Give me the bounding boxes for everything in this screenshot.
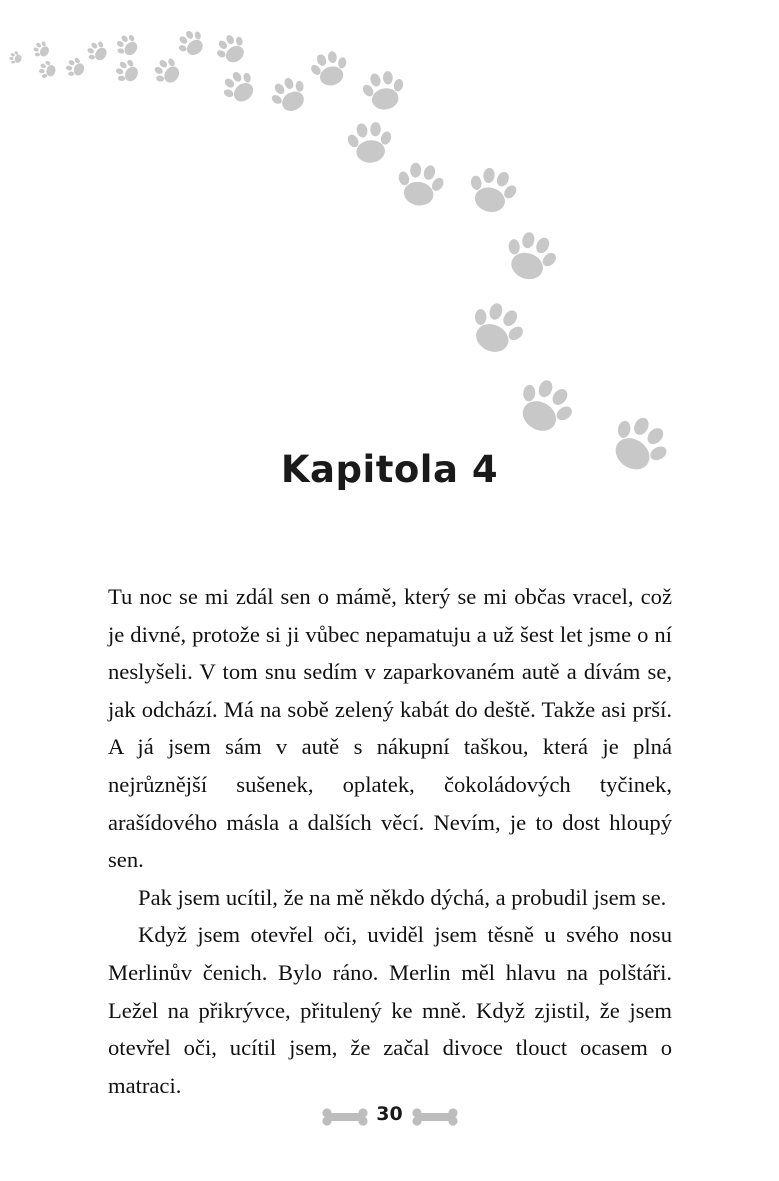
paw-print-icon [211, 29, 253, 69]
page-number: 30 [376, 1103, 403, 1125]
paw-print-icon [507, 370, 583, 442]
paw-print-icon [8, 49, 24, 66]
paw-print-icon [392, 159, 448, 209]
paw-print-icon [111, 55, 143, 88]
paw-print-icon [265, 71, 314, 118]
paragraph: Tu noc se mi zdál sen o mámě, který se mi občas vracel, což je divné, protože si ji vůbec nepamatuju a už šest let jsme o ní neslyšeli. V tom snu sedím v zaparkovaném autě a dívám se, jak odchází. Má na sobě zelený kabát do deště. Takže asi prší. A já jsem sám v autě s nákupní taškou, která je plná nejrůznější sušenek, oplatek, čokoládových tyčinek, arašídového másla a dalších věcí. Nevím, je to dost hloupý sen. [108, 584, 672, 873]
paw-print-icon [37, 59, 58, 82]
paw-print-icon [359, 68, 409, 113]
paragraph: Pak jsem ucítil, že na mě někdo dýchá, a probudil jsem se. [138, 884, 667, 910]
paw-print-icon [216, 64, 262, 109]
body-text [108, 578, 672, 1104]
chapter-title: Kapitola 4 [280, 448, 499, 491]
paw-print-icon [63, 54, 88, 81]
paw-print-icon [461, 295, 532, 362]
paw-print-icon [497, 225, 563, 287]
paw-print-icon [462, 163, 522, 218]
paw-print-icon [173, 25, 211, 62]
paw-print-icon [149, 53, 185, 90]
paw-print-icon [30, 38, 52, 61]
paragraph: Když jsem otevřel oči, uviděl jsem těsně u svého nosu Merlinův čenich. Bylo ráno. Merlin měl hlavu na polštáři. Ležel na přikrývce, přitulený ke mně. Když zjistil, že jsem otevřel oči, ucítil jsem, že začal divoce tlouct ocasem o matraci. [108, 922, 672, 1098]
paw-print-icon [306, 47, 353, 90]
paw-print-icon [112, 30, 143, 62]
paw-print-icon [83, 37, 111, 66]
paw-print-icon [344, 120, 395, 165]
